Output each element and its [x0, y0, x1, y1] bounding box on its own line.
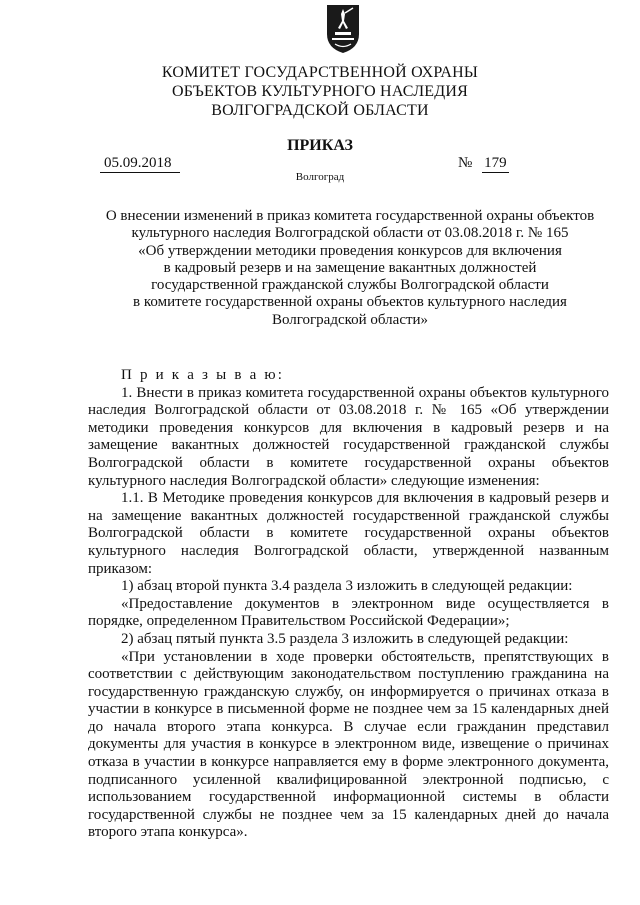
body-paragraph: 1) абзац второй пункта 3.4 раздела 3 изложить в следующей редакции:	[121, 578, 573, 595]
subject-line: в кадровый резерв и на замещение вакантных должностей	[163, 259, 537, 276]
body-paragraph: «При установлении в ходе проверки обстоятельств, препятствующих в соответствии с действующим законодательством поступлению гражданина на государственную гражданскую службу, он информируется о причинах отказа в участии в конкурсе в письменной форме не позднее чем за 15 календарных дней до начала второго этапа конкурса. В случае если гражданин представил документы для участия в конкурсе в электронном виде, извещение о причинах отказа в участии в конкурсе направляется ему в форме электронного документа, подписанного усиленной квалифицированной электронной подписью, с использованием государственной информационной системы в области государственной службы не позднее чем за 15 календарных дней до начала второго этапа конкурса».	[88, 648, 609, 841]
subject-line: культурного наследия Волгоградской области от 03.08.2018 г. № 165	[131, 225, 569, 242]
body-paragraph: «Предоставление документов в электронном виде осуществляется в порядке, определенном Правительством Российской Федерации»;	[88, 595, 609, 630]
header-line-1: КОМИТЕТ ГОСУДАРСТВЕННОЙ ОХРАНЫ	[161, 64, 479, 81]
body-paragraph: 1.1. В Методике проведения конкурсов для включения в кадровый резерв и на замещение вакантных должностей государственной гражданской службы Волгоградской области в комитете государственной охраны объектов культурного наследия Волгоградской области, утвержденной названным приказом:	[88, 490, 609, 577]
subject-line: государственной гражданской службы Волгоградской области	[151, 277, 549, 294]
coat-of-arms-icon	[326, 4, 360, 54]
subject-line: в комитете государственной охраны объектов культурного наследия	[133, 294, 567, 311]
order-date-value: 05.09.2018	[100, 155, 180, 173]
order-number-prefix: №	[458, 155, 473, 171]
order-number-value: 179	[484, 155, 507, 171]
body-paragraph: 2) абзац пятый пункта 3.5 раздела 3 изложить в следующей редакции:	[121, 630, 569, 647]
subject-line: О внесении изменений в приказ комитета государственной охраны объектов	[105, 208, 595, 224]
header-line-3: ВОЛГОГРАДСКОЙ ОБЛАСТИ	[211, 102, 429, 119]
subject-line: «Об утверждении методики проведения конкурсов для включения	[138, 242, 562, 259]
order-body	[88, 367, 609, 842]
order-word: П р и к а з ы в а ю:	[121, 367, 285, 383]
subject-line: Волгоградской области»	[271, 311, 429, 328]
body-paragraph: 1. Внести в приказ комитета государственной охраны объектов культурного наследия Волгоградской области от 03.08.2018 г. № 165 «Об утверждении методики проведения конкурсов для включения в кадровый резерв и на замещение вакантных должностей государственной гражданской службы Волгоградской области в комитете государственной охраны объектов культурного наследия Волгоградской области» следующие изменения:	[88, 384, 609, 489]
order-subject	[100, 208, 600, 329]
document-title: ПРИКАЗ	[287, 137, 353, 154]
header-line-2: ОБЪЕКТОВ КУЛЬТУРНОГО НАСЛЕДИЯ	[171, 83, 469, 100]
city-label: Волгоград	[295, 171, 345, 183]
